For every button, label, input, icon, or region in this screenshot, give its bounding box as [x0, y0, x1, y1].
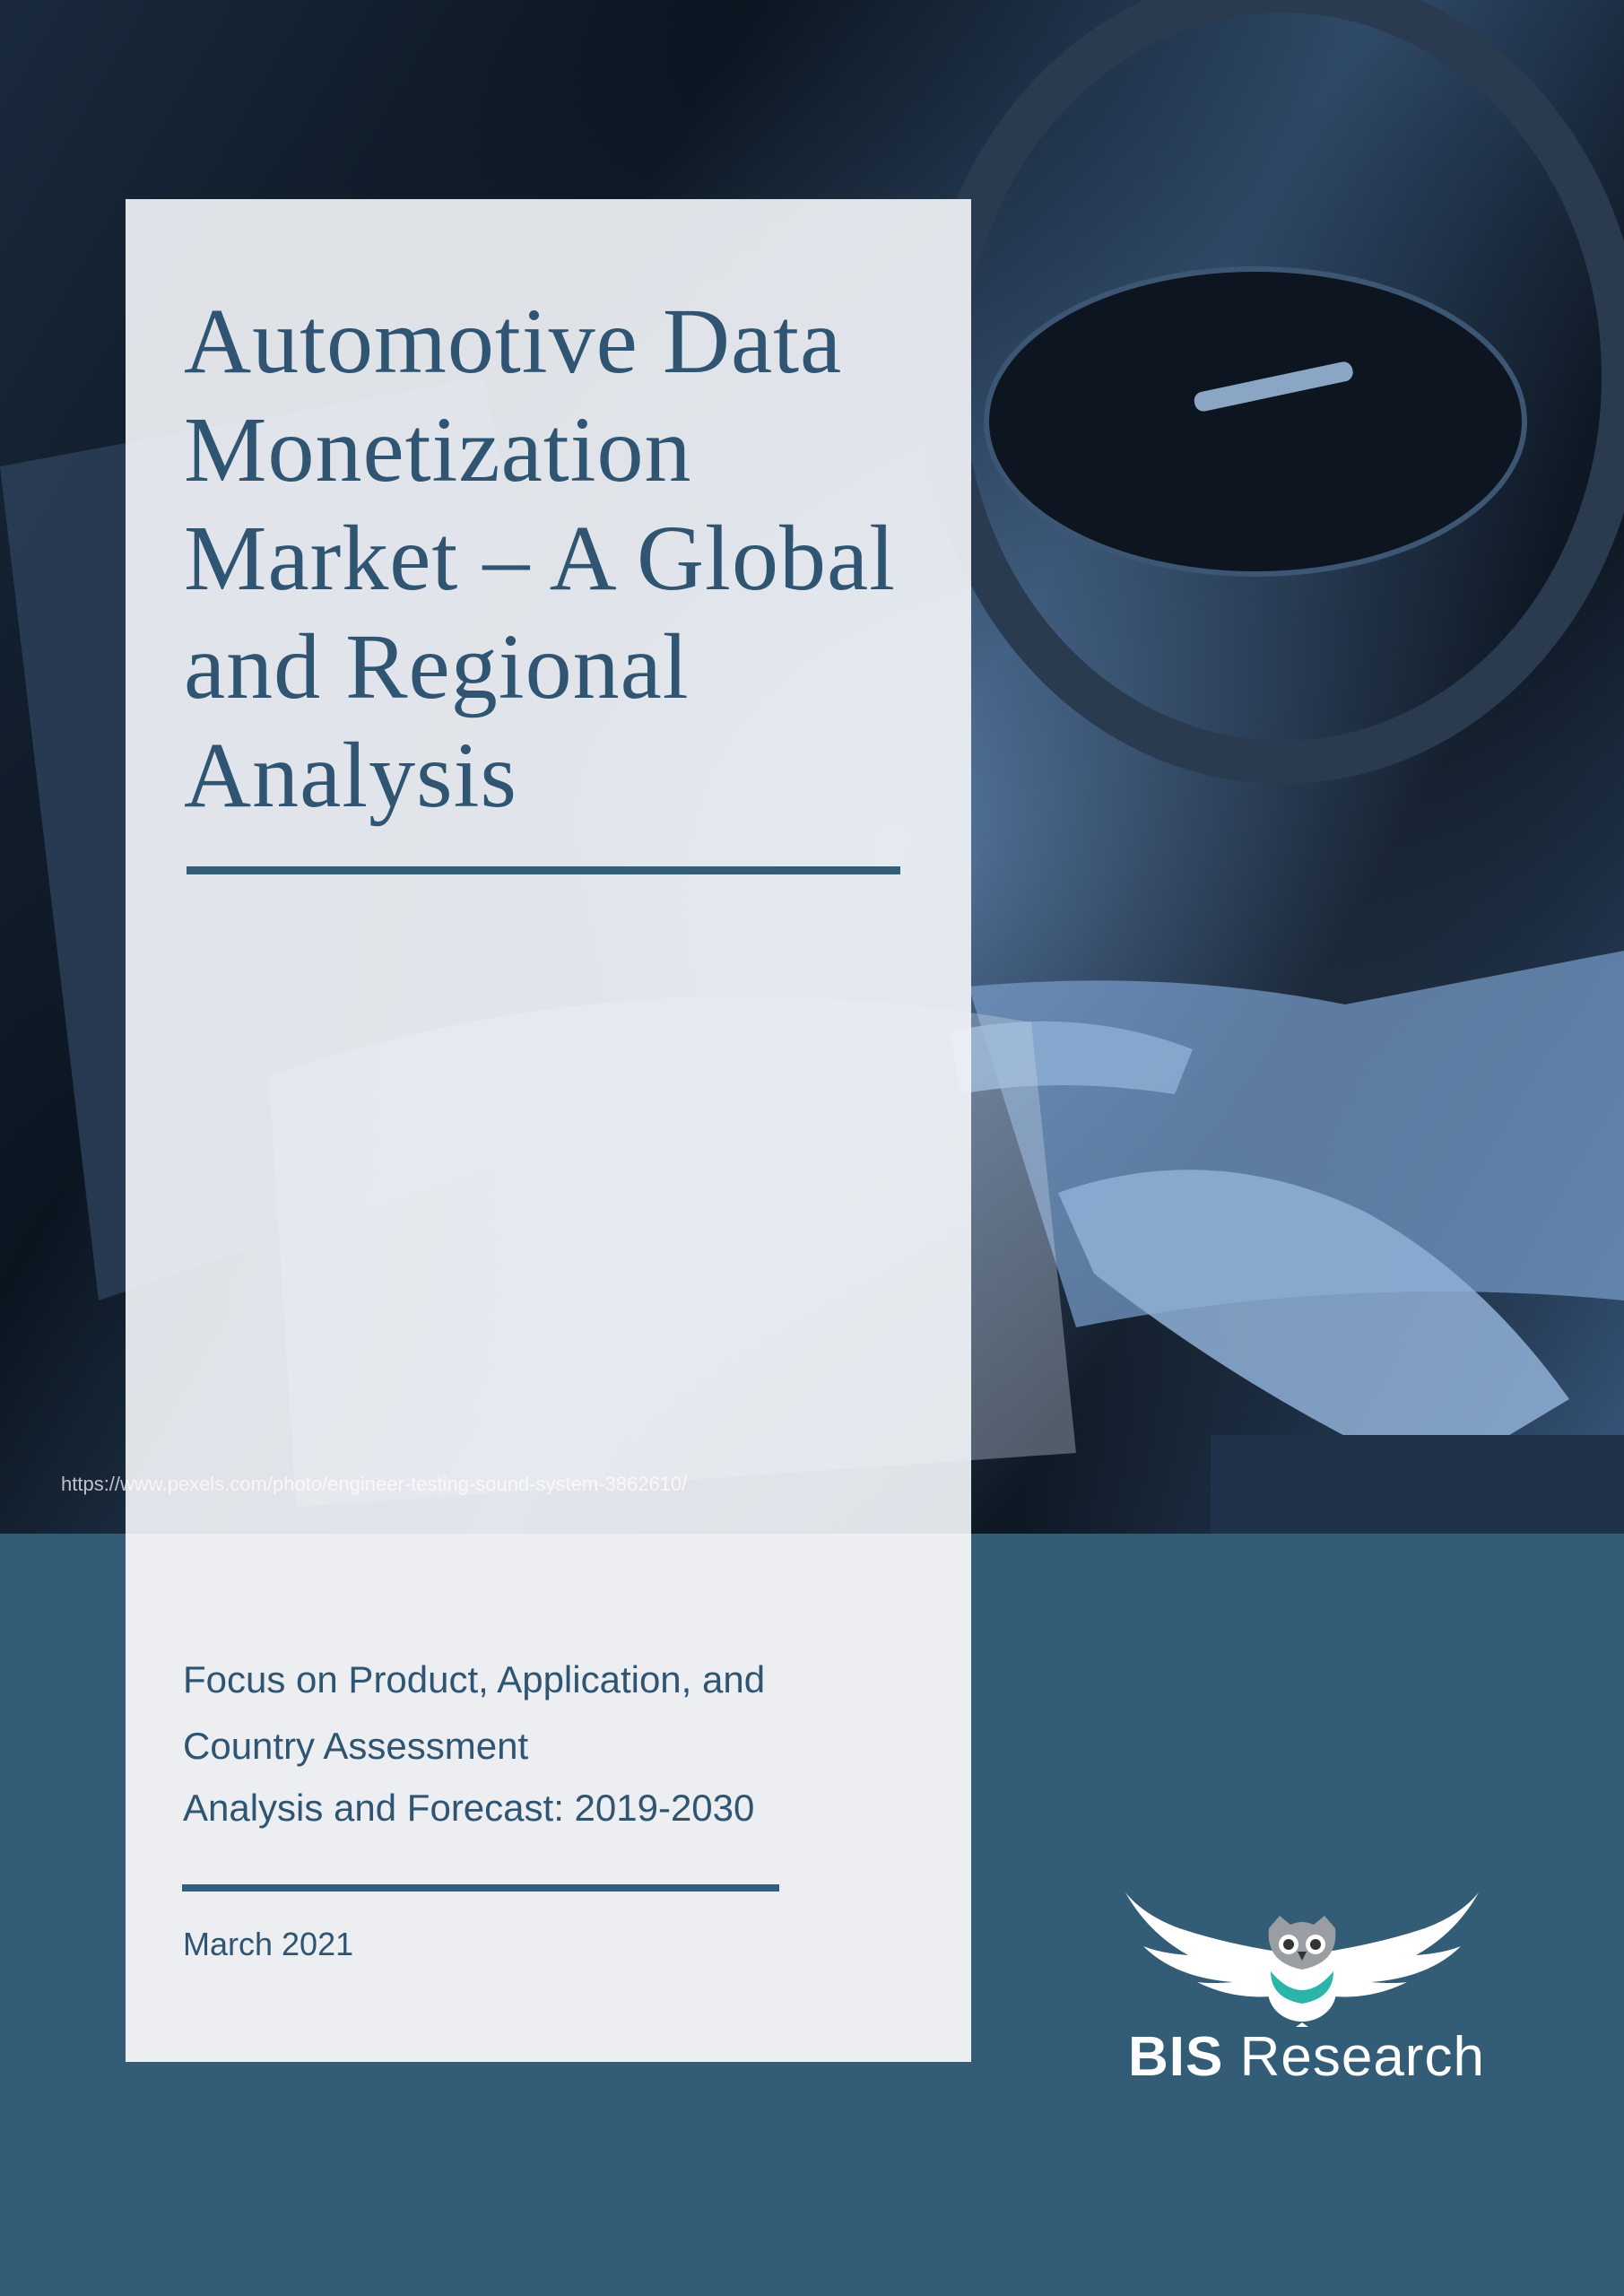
company-logo — [1128, 2025, 1485, 2089]
logo-name-regular: Research — [1223, 2026, 1485, 2088]
title-divider — [187, 866, 900, 874]
report-subtitle: Focus on Product, Application, and Country Assessment — [183, 1658, 766, 1767]
publication-date: March 2021 — [183, 1926, 354, 1962]
forecast-period: Analysis and Forecast: 2019-2030 — [183, 1787, 755, 1829]
logo-name-bold: BIS — [1128, 2026, 1224, 2088]
subtitle-divider — [182, 1884, 779, 1892]
photo-credit[interactable]: https://www.pexels.com/photo/engineer-testing-sound-system-3862610/ — [61, 1473, 688, 1495]
owl-icon — [1125, 1892, 1479, 2027]
report-title: Automotive Data Monetization Market – A Global and Regional Analysis — [184, 290, 897, 827]
